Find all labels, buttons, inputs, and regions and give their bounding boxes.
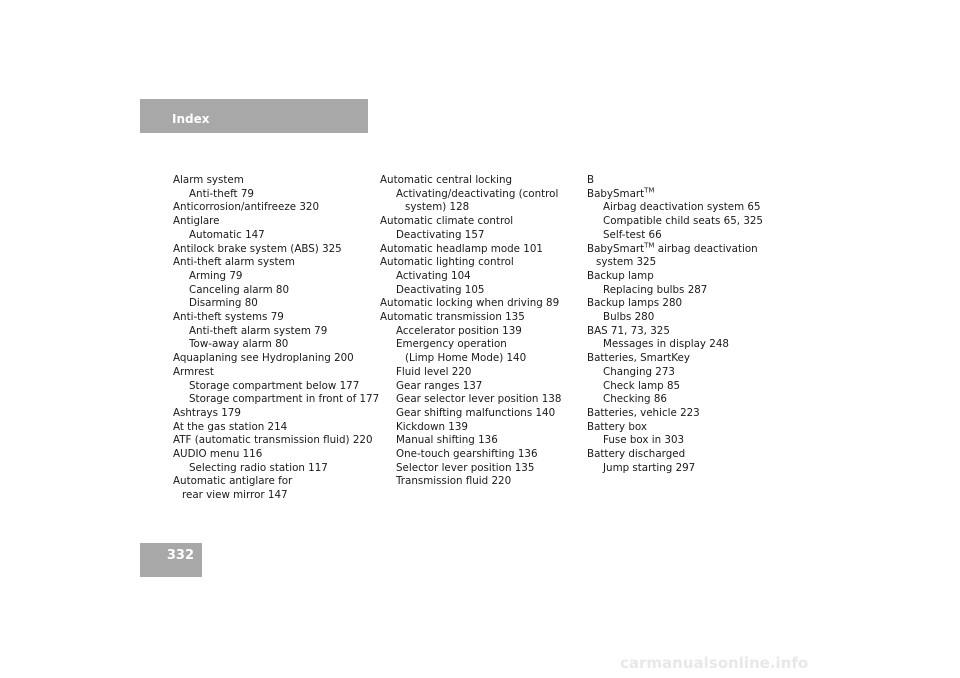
- index-entry: [173, 366, 379, 380]
- entry-text: Anti-theft 79: [189, 187, 254, 200]
- index-entry: [587, 325, 763, 339]
- index-entry: [173, 243, 379, 257]
- entry-text: Gear shifting malfunctions 140: [396, 406, 556, 419]
- entry-text: Automatic climate control: [380, 215, 514, 228]
- entry-text: Manual shifting 136: [396, 434, 498, 447]
- index-entry: [173, 352, 379, 366]
- index-entry: [587, 297, 763, 311]
- entry-text: Storage compartment in front of 177: [189, 393, 380, 406]
- index-entry: [587, 188, 763, 202]
- entry-text: Arming 79: [189, 269, 243, 282]
- index-subentry: [380, 462, 561, 476]
- index-entry: [587, 407, 763, 421]
- index-entry: [587, 243, 763, 257]
- index-entry: [380, 311, 561, 325]
- entry-text: system) 128: [405, 201, 470, 214]
- entry-text: BabySmart: [587, 242, 645, 255]
- index-subentry: [380, 229, 561, 243]
- entry-text: system 325: [596, 256, 657, 269]
- entry-text: Activating/deactivating (control: [396, 187, 559, 200]
- entry-text: Anti-theft alarm system: [173, 256, 295, 269]
- entry-text: AUDIO menu 116: [173, 448, 263, 461]
- index-column-1: [173, 174, 379, 503]
- entry-text: Disarming 80: [189, 297, 258, 310]
- index-entry: [587, 270, 763, 284]
- entry-text: Battery discharged: [587, 448, 686, 461]
- index-subentry: [173, 380, 379, 394]
- entry-text: Airbag deactivation system 65: [603, 201, 761, 214]
- section-title: Index: [172, 112, 210, 126]
- index-entry: [173, 421, 379, 435]
- trademark-superscript: TM: [644, 241, 655, 250]
- index-subentry: [380, 366, 561, 380]
- index-subentry: [173, 325, 379, 339]
- entry-text: Canceling alarm 80: [189, 283, 290, 296]
- entry-text: Check lamp 85: [603, 379, 681, 392]
- entry-text: Fuse box in 303: [603, 434, 685, 447]
- entry-text: Ashtrays 179: [173, 406, 241, 419]
- entry-text: Changing 273: [603, 365, 675, 378]
- index-subentry: [380, 407, 561, 421]
- index-entry: [380, 243, 561, 257]
- index-subentry: [587, 229, 763, 243]
- entry-text: Gear ranges 137: [396, 379, 483, 392]
- index-entry: [587, 421, 763, 435]
- entry-text: Batteries, vehicle 223: [587, 406, 700, 419]
- watermark-text: carmanualsonline.info: [620, 654, 809, 672]
- page-number: 332: [166, 548, 194, 563]
- index-column-3: [587, 174, 763, 475]
- entry-text: Anticorrosion/antifreeze 320: [173, 201, 320, 214]
- entry-text: Anti-theft alarm system 79: [189, 324, 328, 337]
- index-entry: [173, 475, 379, 489]
- index-subentry: [380, 270, 561, 284]
- index-entry: [173, 174, 379, 188]
- index-subentry: [587, 393, 763, 407]
- entry-text: Backup lamp: [587, 269, 654, 282]
- index-entry: [380, 174, 561, 188]
- entry-text: Antilock brake system (ABS) 325: [173, 242, 342, 255]
- entry-text: Alarm system: [173, 174, 244, 186]
- index-subentry: [173, 489, 379, 503]
- index-subentry: [380, 338, 561, 352]
- entry-text: Selecting radio station 117: [189, 461, 328, 474]
- entry-text: rear view mirror 147: [182, 489, 288, 502]
- index-subentry: [587, 215, 763, 229]
- trademark-superscript: TM: [644, 186, 655, 195]
- entry-text: Transmission fluid 220: [396, 475, 512, 488]
- entry-text: Battery box: [587, 420, 647, 433]
- index-entry: [587, 448, 763, 462]
- entry-text: At the gas station 214: [173, 420, 288, 433]
- entry-text: Automatic central locking: [380, 174, 513, 186]
- index-subentry: [380, 284, 561, 298]
- index-entry: [173, 434, 379, 448]
- index-subentry: [173, 393, 379, 407]
- index-entry: [173, 215, 379, 229]
- section-header: [140, 99, 368, 133]
- index-entry: [173, 448, 379, 462]
- index-subentry: [587, 284, 763, 298]
- index-subentry: [173, 188, 379, 202]
- index-entry: [587, 174, 763, 188]
- entry-text: BabySmart: [587, 187, 645, 200]
- entry-text: Armrest: [173, 365, 214, 378]
- index-subentry: [380, 393, 561, 407]
- entry-text: B: [587, 174, 595, 186]
- index-subentry: [587, 366, 763, 380]
- index-subentry: [173, 284, 379, 298]
- entry-text: Automatic transmission 135: [380, 311, 525, 324]
- entry-text: Kickdown 139: [396, 420, 468, 433]
- index-subentry: [173, 462, 379, 476]
- index-entry: [587, 352, 763, 366]
- index-subentry: [380, 201, 561, 215]
- index-subentry: [380, 188, 561, 202]
- index-entry: [380, 215, 561, 229]
- entry-text: One-touch gearshifting 136: [396, 448, 538, 461]
- entry-text: (Limp Home Mode) 140: [405, 352, 527, 365]
- index-subentry: [173, 229, 379, 243]
- index-entry: [380, 297, 561, 311]
- entry-text: Activating 104: [396, 269, 471, 282]
- index-subentry: [587, 462, 763, 476]
- index-entry: [380, 256, 561, 270]
- entry-text: Automatic lighting control: [380, 256, 514, 269]
- entry-text: ATF (automatic transmission fluid) 220: [173, 434, 373, 447]
- entry-text: Deactivating 105: [396, 283, 485, 296]
- entry-text: Aquaplaning see Hydroplaning 200: [173, 352, 354, 365]
- index-subentry: [173, 270, 379, 284]
- index-subentry: [380, 325, 561, 339]
- index-subentry: [587, 380, 763, 394]
- entry-text: Tow-away alarm 80: [189, 338, 289, 351]
- index-subentry: [587, 201, 763, 215]
- index-entry: [173, 407, 379, 421]
- entry-text: Automatic headlamp mode 101: [380, 242, 543, 255]
- index-subentry: [380, 380, 561, 394]
- entry-text: Replacing bulbs 287: [603, 283, 708, 296]
- entry-text: Storage compartment below 177: [189, 379, 360, 392]
- entry-text: Anti-theft systems 79: [173, 311, 284, 324]
- entry-text: Fluid level 220: [396, 365, 472, 378]
- entry-text: Checking 86: [603, 393, 667, 406]
- entry-text: Bulbs 280: [603, 311, 655, 324]
- page-number-box: [140, 543, 202, 577]
- entry-text: Messages in display 248: [603, 338, 729, 351]
- index-subentry: [173, 338, 379, 352]
- index-subentry: [173, 297, 379, 311]
- entry-text: Batteries, SmartKey: [587, 352, 690, 365]
- entry-text: Compatible child seats 65, 325: [603, 215, 763, 228]
- index-column-2: [380, 174, 561, 489]
- entry-text: Automatic antiglare for: [173, 475, 293, 488]
- index-subentry: [380, 352, 561, 366]
- entry-text: Backup lamps 280: [587, 297, 683, 310]
- entry-text: Antiglare: [173, 215, 220, 228]
- index-entry: [173, 256, 379, 270]
- entry-text-continued: airbag deactivation: [654, 242, 758, 255]
- index-subentry: [380, 448, 561, 462]
- entry-text: Accelerator position 139: [396, 324, 522, 337]
- index-subentry: [380, 434, 561, 448]
- index-subentry: [587, 256, 763, 270]
- index-entry: [173, 201, 379, 215]
- index-subentry: [380, 475, 561, 489]
- index-subentry: [587, 434, 763, 448]
- entry-text: Self-test 66: [603, 228, 662, 241]
- entry-text: Automatic 147: [189, 228, 265, 241]
- entry-text: Deactivating 157: [396, 228, 485, 241]
- entry-text: Emergency operation: [396, 338, 507, 351]
- entry-text: BAS 71, 73, 325: [587, 324, 670, 337]
- entry-text: Jump starting 297: [603, 461, 696, 474]
- entry-text: Selector lever position 135: [396, 461, 535, 474]
- entry-text: Gear selector lever position 138: [396, 393, 562, 406]
- index-subentry: [587, 311, 763, 325]
- entry-text: Automatic locking when driving 89: [380, 297, 560, 310]
- index-entry: [173, 311, 379, 325]
- index-subentry: [587, 338, 763, 352]
- index-subentry: [380, 421, 561, 435]
